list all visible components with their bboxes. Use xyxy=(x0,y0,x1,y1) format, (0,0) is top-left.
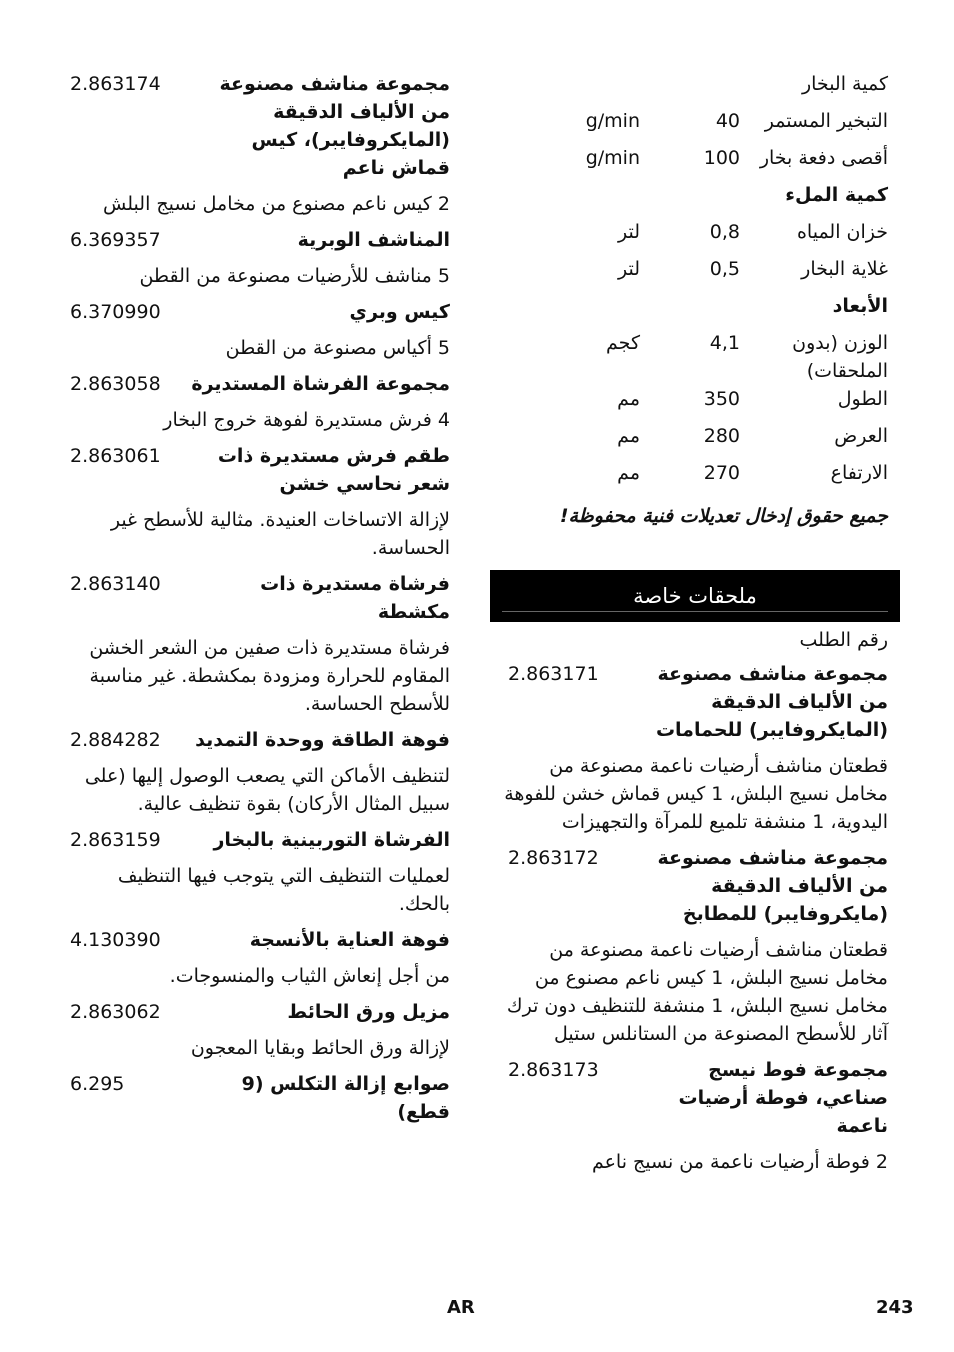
accessory-item xyxy=(62,226,460,290)
accessory-description: قطعتان مناشف أرضيات ناعمة مصنوعة من مخامل نسيج البلش، 1 كيس ناعم مصنوع من مخامل نسيج البلش، 1 منشفة للتنظيف دون ترك آثار للأسطح المصنوعة من الستانلس ستيل xyxy=(506,939,888,1045)
spec-row xyxy=(490,218,900,255)
spec-row xyxy=(490,70,900,107)
accessory-order-number: 2.863171 xyxy=(508,663,599,685)
spec-row xyxy=(490,329,900,385)
accessory-title: المناشف الوبرية xyxy=(297,229,450,251)
spec-label: كمية الملء xyxy=(785,184,888,206)
spec-value: 40 xyxy=(715,110,740,132)
accessory-header xyxy=(62,298,460,326)
technical-data-table xyxy=(490,70,900,496)
spec-row xyxy=(490,385,900,422)
accessory-title: طقم فرش مستديرة ذات شعر نحاسي خشن xyxy=(217,445,450,495)
accessory-item xyxy=(490,660,900,836)
accessory-title: مجموعة مناشف مصنوعة من الألياف الدقيقة (مايكروفايبر) للمطابخ xyxy=(657,847,888,925)
accessory-description: لإزالة ورق الحائط وبقايا المعجون xyxy=(190,1037,450,1059)
accessory-item xyxy=(62,370,460,434)
spec-label: كمية البخار xyxy=(801,73,888,95)
accessory-description: فرشاة مستديرة ذات صفين من الشعر الخشن المقاوم للحرارة ومزودة بمكشطة. غير مناسبة للأسطح الحساسة. xyxy=(89,637,450,715)
spec-label: الطول xyxy=(837,388,888,410)
spec-unit: مم xyxy=(617,462,640,484)
right-column xyxy=(490,70,900,1184)
section-header-special-accessories xyxy=(490,570,900,622)
accessory-header xyxy=(62,998,460,1026)
accessory-description: 5 أكياس مصنوعة من القطن xyxy=(225,337,450,359)
spec-unit: مم xyxy=(617,388,640,410)
spec-label: غلاية البخار xyxy=(801,258,888,280)
spec-label: الأبعاد xyxy=(832,295,888,317)
accessory-title: مجموعة مناشف مصنوعة من الألياف الدقيقة (المايكروفايبر) للحمامات xyxy=(655,663,888,741)
accessory-title: مجموعة مناشف مصنوعة من الألياف الدقيقة (المايكروفايبر)، كيس قماش ناعم xyxy=(219,73,450,179)
accessory-list-right xyxy=(490,660,900,1176)
spec-row xyxy=(490,144,900,181)
accessory-header xyxy=(62,926,460,954)
accessory-item xyxy=(490,1056,900,1176)
spec-row xyxy=(490,255,900,292)
accessory-title: فرشاة مستديرة ذات مكشطة xyxy=(260,573,450,623)
accessory-title: صوابع إزالة التكلس (9 قطع) xyxy=(241,1073,450,1123)
spec-value: 100 xyxy=(703,147,740,169)
accessory-item xyxy=(62,726,460,818)
spec-row xyxy=(490,107,900,144)
accessory-header xyxy=(62,70,460,182)
accessory-header xyxy=(490,844,900,928)
spec-unit: g/min xyxy=(585,110,640,132)
accessory-description: لعمليات التنظيف التي يتوجب فيها التنظيف بالحك. xyxy=(117,865,450,915)
accessory-order-number: 2.863058 xyxy=(70,373,161,395)
accessory-order-number: 6.369357 xyxy=(70,229,161,251)
spec-value: 0,8 xyxy=(709,221,740,243)
left-column xyxy=(62,70,460,1128)
accessory-order-number: 2.863140 xyxy=(70,573,161,595)
spec-unit: g/min xyxy=(585,147,640,169)
accessory-order-number: 2.863159 xyxy=(70,829,161,851)
accessory-order-number: 2.863172 xyxy=(508,847,599,869)
spec-label: الوزن (بدون الملحقات) xyxy=(792,332,888,382)
accessory-header xyxy=(62,442,460,498)
accessory-header xyxy=(62,726,460,754)
accessory-item xyxy=(62,1070,460,1126)
accessory-order-number: 2.863061 xyxy=(70,445,161,467)
accessory-item xyxy=(62,998,460,1062)
spec-label: العرض xyxy=(834,425,888,447)
accessory-header xyxy=(62,826,460,854)
spec-value: 270 xyxy=(703,462,740,484)
accessory-item xyxy=(62,926,460,990)
spec-value: 280 xyxy=(703,425,740,447)
accessory-order-number: 6.295 xyxy=(70,1073,125,1095)
accessory-title: الفرشاة التوربينية بالبخار xyxy=(213,829,450,851)
accessory-item xyxy=(490,844,900,1048)
accessory-title: مجموعة الفرشاة المستديرة xyxy=(191,373,450,395)
accessory-header xyxy=(490,1056,900,1140)
accessory-order-number: 4.130390 xyxy=(70,929,161,951)
spec-unit: لتر xyxy=(617,221,640,243)
accessory-title: مجموعة فوط نيسج صناعي، فوطة أرضيات ناعمة xyxy=(678,1059,888,1137)
accessory-header xyxy=(62,226,460,254)
accessory-description: لتنظيف الأماكن التي يصعب الوصول إليها (على سبيل المثال الأركان) بقوة تنظيف عالية. xyxy=(84,765,450,815)
accessory-order-number: 6.370990 xyxy=(70,301,161,323)
accessory-title: كيس وبري xyxy=(349,301,450,323)
accessory-item xyxy=(62,570,460,718)
spec-unit: لتر xyxy=(617,258,640,280)
spec-unit: كجم xyxy=(606,332,640,354)
accessory-description: 2 فوطة أرضيات ناعمة من نسيج ناعم xyxy=(591,1151,888,1173)
accessory-title: فوهة العناية بالأنسجة xyxy=(249,929,450,951)
section-underline xyxy=(502,611,888,612)
footer-page-number: 243 xyxy=(876,1297,914,1318)
footer-language: AR xyxy=(447,1297,475,1318)
spec-label: الارتفاع xyxy=(830,462,888,484)
accessory-description: 4 فرش مستديرة لفوهة خروج البخار xyxy=(163,409,450,431)
accessory-list-left xyxy=(62,70,460,1126)
accessory-order-number: 2.863062 xyxy=(70,1001,161,1023)
accessory-description: لإزالة الاتساخات العنيدة. مثالية للأسطح غير الحساسة. xyxy=(110,509,450,559)
order-number-label: رقم الطلب xyxy=(799,629,888,651)
accessory-item xyxy=(62,70,460,218)
accessory-description: 5 مناشف للأرضيات مصنوعة من القطن xyxy=(139,265,450,287)
accessory-header xyxy=(62,570,460,626)
spec-value: 4,1 xyxy=(709,332,740,354)
rights-reserved-note: جميع حقوق إدخال تعديلات فنية محفوظة! xyxy=(559,505,888,527)
accessory-order-number: 2.863174 xyxy=(70,73,161,95)
accessory-header xyxy=(490,660,900,744)
accessory-description: 2 كيس ناعم مصنوع من مخامل نسيج البلش xyxy=(103,193,450,215)
accessory-item xyxy=(62,298,460,362)
spec-value: 0,5 xyxy=(709,258,740,280)
spec-value: 350 xyxy=(703,388,740,410)
spec-unit: مم xyxy=(617,425,640,447)
spec-label: خزان المياه xyxy=(796,221,888,243)
section-title: ملحقات خاصة xyxy=(633,584,757,608)
spec-row xyxy=(490,422,900,459)
accessory-description: قطعتان مناشف أرضيات ناعمة مصنوعة من مخامل نسيج البلش، 1 كيس قماش خشن للفوهة اليدوية، 1 منشفة تلميع للمرآة والتجهيزات xyxy=(504,755,888,833)
accessory-item xyxy=(62,442,460,562)
spec-label: التبخير المستمر xyxy=(764,110,888,132)
accessory-title: مزيل ورق الحائط xyxy=(287,1001,450,1023)
accessory-title: فوهة الطاقة ووحدة التمديد xyxy=(195,729,450,751)
accessory-item xyxy=(62,826,460,918)
spec-row xyxy=(490,459,900,496)
accessory-order-number: 2.863173 xyxy=(508,1059,599,1081)
accessory-header xyxy=(62,370,460,398)
accessory-order-number: 2.884282 xyxy=(70,729,161,751)
spec-row xyxy=(490,181,900,218)
accessory-description: من أجل إنعاش الثياب والمنسوجات. xyxy=(169,965,450,987)
accessory-header xyxy=(62,1070,460,1126)
spec-row xyxy=(490,292,900,329)
spec-label: أقصى دفعة بخار xyxy=(759,147,888,169)
